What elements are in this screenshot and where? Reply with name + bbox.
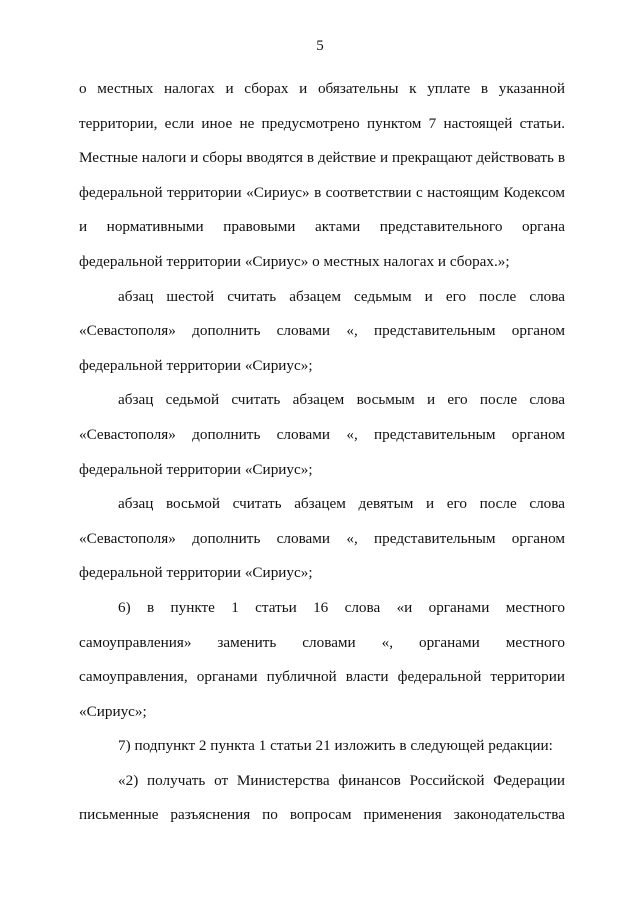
document-body bbox=[79, 72, 565, 833]
paragraph-item-7: 7) подпункт 2 пункта 1 статьи 21 изложить в следующей редакции: bbox=[118, 737, 553, 755]
paragraph-local-taxes: о местных налогах и сборах и обязательны к уплате в указанной территории, если иное не предусмотрено пунктом 7 настоящей статьи. Местные налоги и сборы вводятся в действие и прекращают действовать в федеральной территории «Сириус» в соответствии с настоящим Кодексом и нормативными правовыми актами представительного органа федеральной территории «Сириус» о местных налогах и сборах.»; bbox=[79, 80, 565, 270]
paragraph-seventh-clause: абзац седьмой считать абзацем восьмым и его после слова «Севастополя» дополнить словами «, представительным органом федеральной территории «Сириус»; bbox=[79, 391, 565, 478]
paragraph-subitem-2: «2) получать от Министерства финансов Российской Федерации письменные разъяснения по вопросам применения законодательства bbox=[79, 771, 565, 824]
paragraph-sixth-clause: абзац шестой считать абзацем седьмым и его после слова «Севастополя» дополнить словами «, представительным органом федеральной территории «Сириус»; bbox=[79, 287, 565, 374]
paragraph-eighth-clause: абзац восьмой считать абзацем девятым и его после слова «Севастополя» дополнить словами «, представительным органом федеральной территории «Сириус»; bbox=[79, 495, 565, 582]
paragraph-item-6: 6) в пункте 1 статьи 16 слова «и органами местного самоуправления» заменить словами «, органами местного самоуправления, органами публичной власти федеральной территории «Сириус»; bbox=[79, 598, 565, 720]
page-number: 5 bbox=[316, 38, 324, 54]
